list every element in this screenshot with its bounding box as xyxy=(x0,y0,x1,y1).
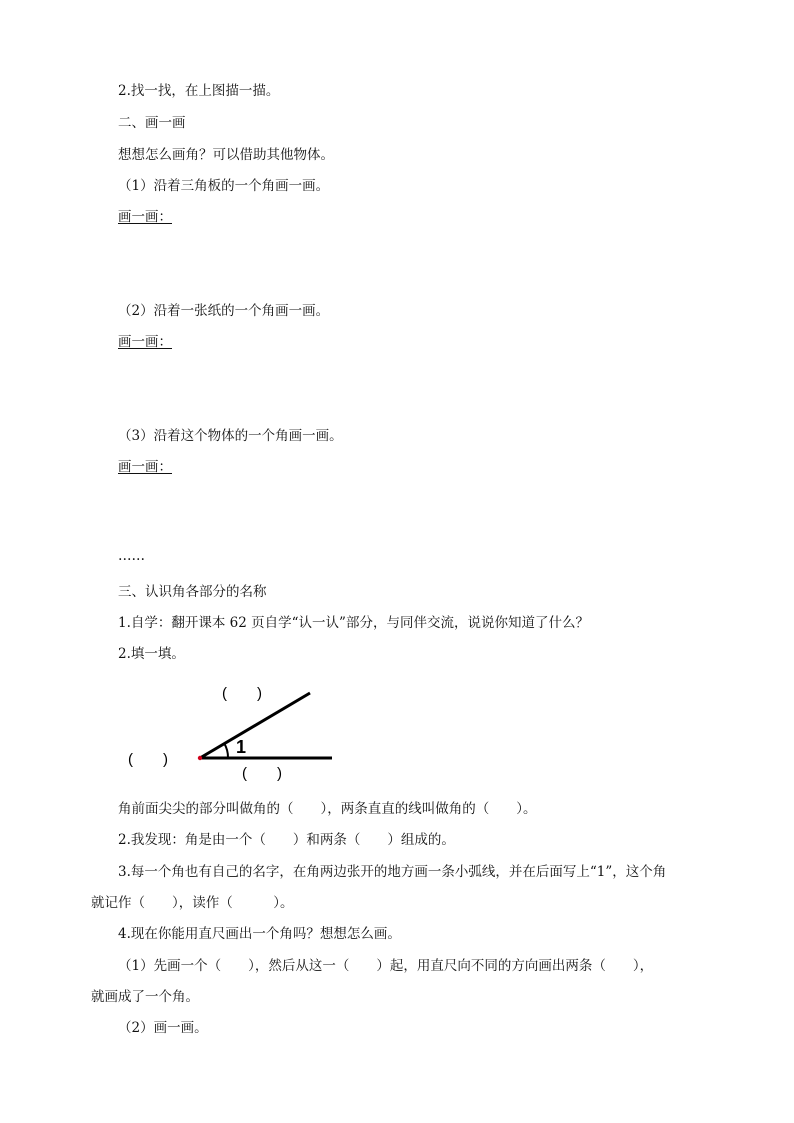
draw-label-1: 画一画： xyxy=(118,209,172,225)
angle-label: 1 xyxy=(236,737,247,757)
angle-diagram xyxy=(118,680,358,790)
naming-sentence: 3.每一个角也有自己的名字，在角两边张开的地方画一条小弧线，并在后面写上“1”，这个角 xyxy=(118,864,667,880)
draw-task-1: （1）沿着三角板的一个角画一画。 xyxy=(118,178,330,194)
fill-sentence-1: 角前面尖尖的部分叫做角的（ ），两条直直的线叫做角的（ ）。 xyxy=(118,801,537,817)
section-2-heading: 二、画一画 xyxy=(118,115,186,131)
ruler-question: 4.现在你能用直尺画出一个角吗？想想怎么画。 xyxy=(118,926,401,942)
ruler-step-1-cont: 就画成了一个角。 xyxy=(91,989,199,1005)
ruler-step-2: （2）画一画。 xyxy=(118,1020,208,1036)
paren-top-side: ( ) xyxy=(222,685,262,702)
paren-vertex: ( ) xyxy=(128,751,168,768)
ruler-step-1: （1）先画一个（ ），然后从这一（ ）起，用直尺向不同的方向画出两条（ ）， xyxy=(118,958,654,974)
self-study-task: 1.自学：翻开课本 62 页自学“认一认”部分，与同伴交流，说说你知道了什么？ xyxy=(118,615,589,631)
angle-arc xyxy=(224,743,228,758)
draw-prompt: 想想怎么画角？可以借助其他物体。 xyxy=(118,147,334,163)
ellipsis: …… xyxy=(118,548,145,564)
paren-bottom-side: ( ) xyxy=(242,765,282,782)
task-find-trace: 2.找一找，在上图描一描。 xyxy=(118,83,280,99)
angle-vertex-dot xyxy=(198,756,202,760)
draw-label-3: 画一画： xyxy=(118,459,172,475)
draw-task-3: （3）沿着这个物体的一个角画一画。 xyxy=(118,428,343,444)
angle-upper-side xyxy=(200,693,310,758)
draw-label-2: 画一画： xyxy=(118,334,172,350)
fill-in-heading: 2.填一填。 xyxy=(118,646,185,662)
draw-task-2: （2）沿着一张纸的一个角画一画。 xyxy=(118,303,330,319)
discover-sentence: 2.我发现：角是由一个（ ）和两条（ ）组成的。 xyxy=(118,832,455,848)
naming-sentence-cont: 就记作（ ），读作（ ）。 xyxy=(91,895,294,911)
section-3-heading: 三、认识角各部分的名称 xyxy=(118,584,267,600)
